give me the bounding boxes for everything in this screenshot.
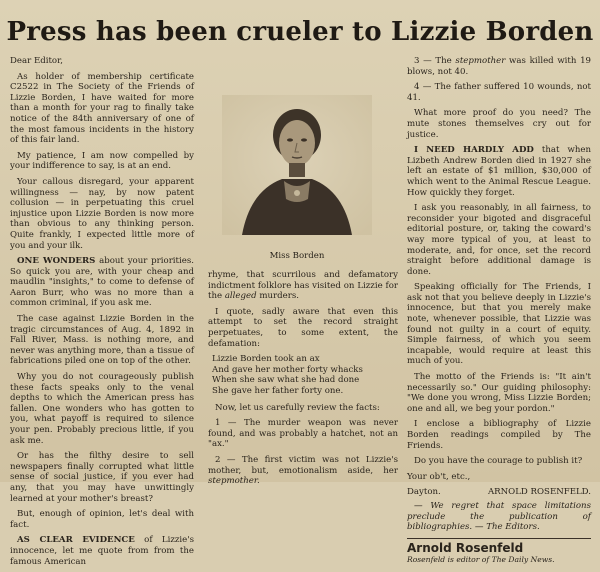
salutation: Dear Editor, [10, 56, 63, 66]
lizzie-borden-portrait [222, 95, 372, 235]
editor-note: — We regret that space limitations preclude the publication of bibliographies. — The Editors. [407, 500, 591, 533]
paragraph: Or has the filthy desire to sell newspapers finally corrupted what little sense of social justice, if you ever had any, that you may have unwittingly learned at your mother's breast? [10, 451, 194, 504]
paragraph: The motto of the Friends is: "It ain't necessarily so." Our guiding philosophy: "We done you wrong, Miss Lizzie Borden; one and all, we beg your pordon." [407, 372, 591, 414]
paragraph: What more proof do you need? The mute stones themselves cry out for justice. [407, 108, 591, 140]
rhyme-line: When she saw what she had done [212, 375, 360, 386]
paragraph: 2 — The first victim was not Lizzie's mother, but, emotionalism aside, her stepmother. [208, 454, 398, 487]
paragraph: ONE WONDERS about your priorities. So quick you are, with your cheap and maudlin "insights," to come to defense of Aaron Burr, who was no more than a common criminal, if you ask me. [10, 256, 194, 309]
paragraph: But, enough of opinion, let's deal with fact. [10, 509, 194, 530]
headline: Press has been crueler to Lizzie Borden [6, 17, 594, 47]
column-left [10, 56, 194, 572]
divider [407, 538, 591, 539]
signature-line [407, 487, 591, 498]
closing: Your ob't, etc., [407, 471, 471, 482]
photo-caption: Miss Borden [269, 251, 325, 261]
rhyme-line: Lizzie Borden took an ax [212, 354, 320, 365]
nursery-rhyme [212, 354, 398, 396]
paragraph-lead: I NEED HARDLY ADD [414, 145, 534, 156]
place: Dayton. [407, 487, 441, 498]
paragraph: 1 — The murder weapon was never found, and was probably a hatchet, not an "ax." [208, 418, 398, 450]
paragraph: Your callous disregard, your apparent willingness — nay, by now patent collusion — in perpetuating this cruel injustice upon Lizzie Borden is now more than obvious to any thinking person. Quite frankly, I expected little more of you and your ilk. [10, 176, 194, 251]
byline-name: Arnold Rosenfeld [407, 540, 524, 555]
paragraph: Speaking officially for The Friends, I ask not that you believe deeply in Lizzie's innocence, but that you merely make note, whenever possible, that Lizzie was found not guilty in a court of equity. Simple fairness, of which you seem incapable, would require at least this much of you. [407, 282, 591, 367]
paragraph: 4 — The father suffered 10 wounds, not 41. [407, 82, 591, 103]
column-right [407, 56, 591, 565]
paragraph: I enclose a bibliography of Lizzie Borden readings compiled by The Friends. [407, 419, 591, 451]
paragraph: My patience, I am now compelled by your indifference to say, is at an end. [10, 150, 194, 172]
paragraph: The case against Lizzie Borden in the tragic circumstances of Aug. 4, 1892 in Fall River, Mass. is nothing more, and never was anything more, than a tissue of fabrications piled one on top of the other. [10, 314, 194, 367]
paragraph-lead: ONE WONDERS [17, 256, 96, 267]
paragraph: Why you do not courageously publish these facts speaks only to the venal depths to which the American press has fallen. One wonders who has gotten to you, what payoff is required to silence your pen. Probably precious little, if you ask me. [10, 372, 194, 446]
paragraph: I ask you reasonably, in all fairness, to reconsider your bigoted and disgraceful editorial posture, or, taking the coward's way more typical of you, at least to moderate, and, for once, set the record straight before additional damage is done. [407, 203, 591, 277]
paragraph-lead: AS CLEAR EVIDENCE [17, 535, 135, 546]
paragraph: I NEED HARDLY ADD that when Lizbeth Andrew Borden died in 1927 she left an estate of $1 million, $30,000 of which went to the Animal Rescue League. How quickly they forget. [407, 145, 591, 198]
paragraph: rhyme, that scurrilous and defamatory indictment folklore has visited on Lizzie for the alleged murders. [208, 270, 398, 302]
paragraph: AS CLEAR EVIDENCE of Lizzie's innocence, let me quote from from the famous American [10, 535, 194, 567]
paragraph: I quote, sadly aware that even this attempt to set the record straight perpetuates, to some extent, the defamation: [208, 306, 398, 349]
paragraph: Now, let us carefully review the facts: [215, 402, 380, 413]
paragraph: As holder of membership certificate C2522 in The Society of the Friends of Lizzie Borden, I have waited for more than a month for your rag to finally take notice of the 84th anniversary of one of the most famous incidents in the history of this fair land. [10, 71, 194, 146]
rhyme-line: And gave her mother forty whacks [212, 364, 363, 375]
signer: ARNOLD ROSENFELD. [487, 487, 591, 498]
paragraph: Do you have the courage to publish it? [414, 456, 583, 467]
rhyme-line: She gave her father forty one. [212, 385, 344, 396]
paragraph: 3 — The stepmother was killed with 19 blows, not 40. [407, 56, 592, 77]
byline-subtitle: Rosenfeld is editor of The Daily News. [407, 554, 555, 564]
column-middle [208, 270, 398, 492]
